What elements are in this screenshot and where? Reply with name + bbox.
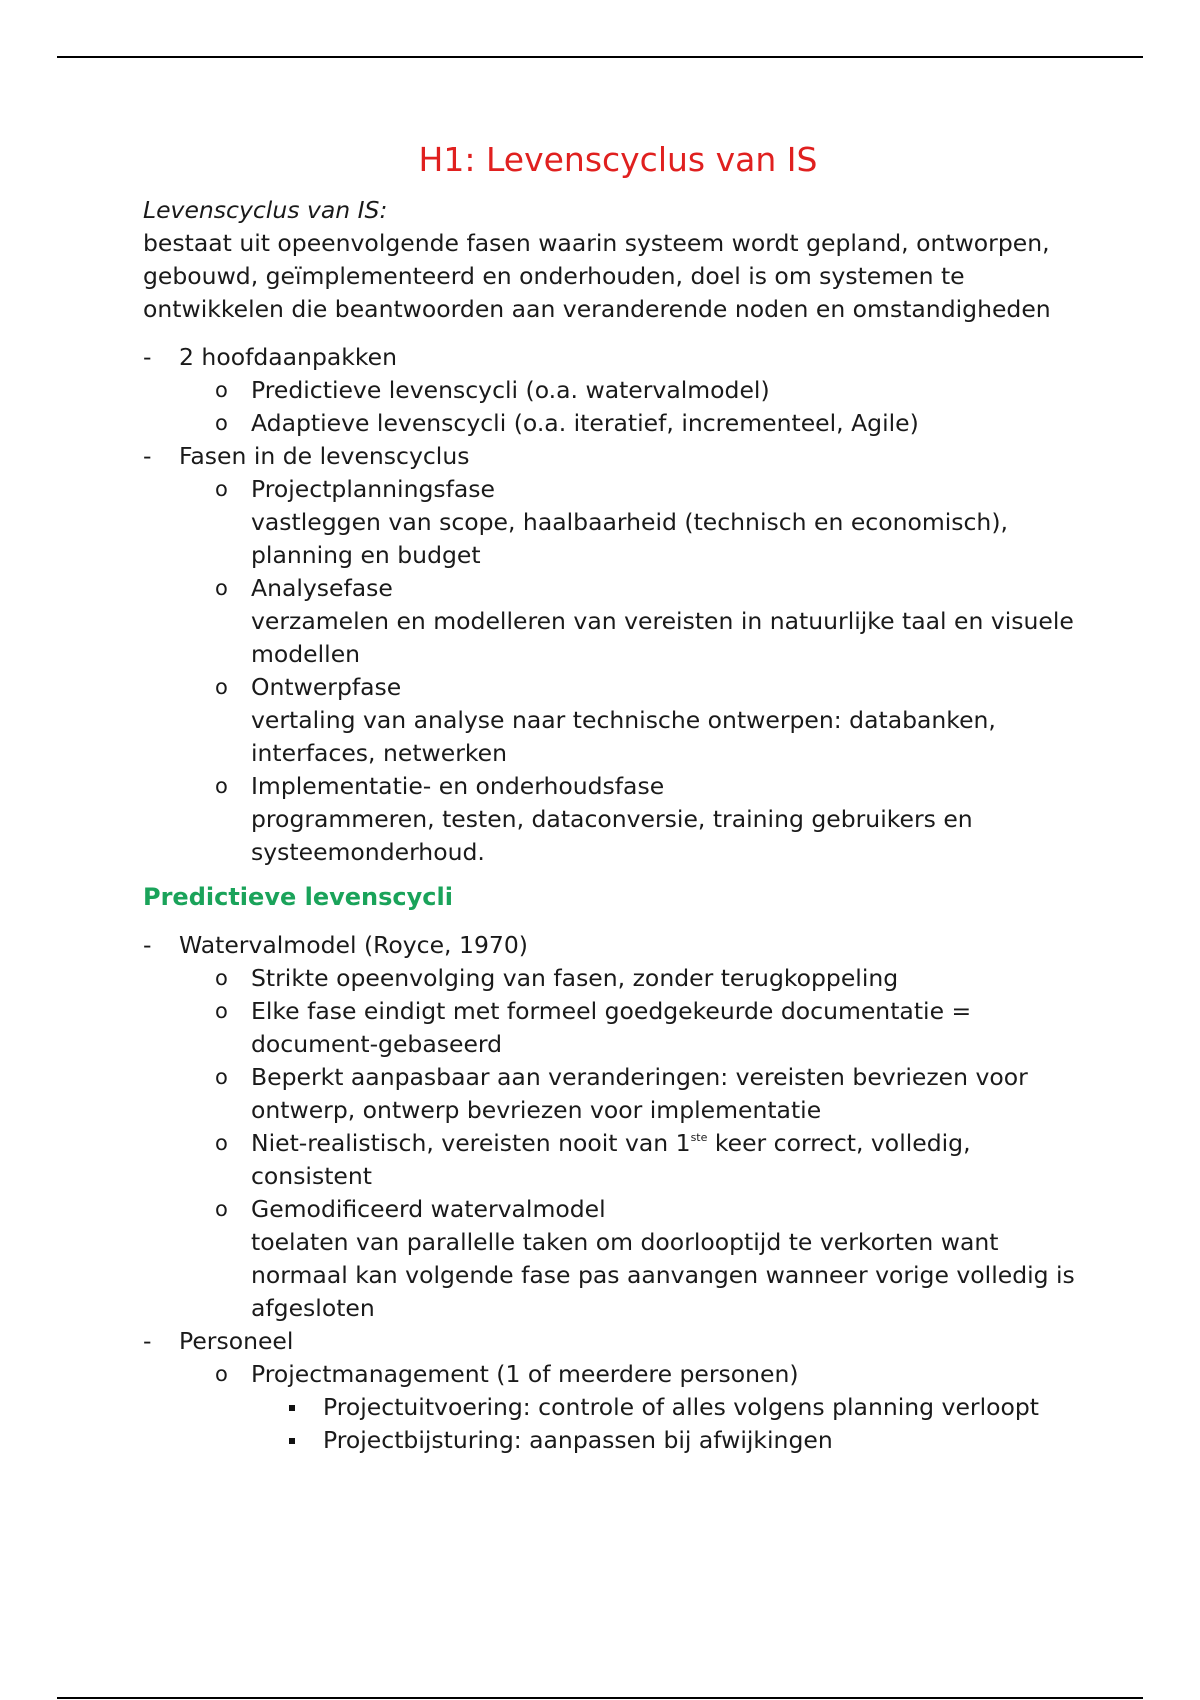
square-bullet bbox=[289, 1405, 295, 1411]
approaches-label: 2 hoofdaanpakken bbox=[179, 343, 398, 371]
list-item bbox=[215, 671, 1093, 770]
list-item: o Beperkt aanpasbaar aan veranderingen: vereisten bevriezen voor ontwerp, ontwerp bevriezen voor implementatie bbox=[215, 1063, 1028, 1124]
list-item: o Predictieve levenscycli (o.a. watervalmodel) bbox=[215, 374, 1093, 407]
waterfall-label: Watervalmodel (Royce, 1970) bbox=[179, 931, 528, 959]
circle-bullet: o bbox=[215, 999, 228, 1023]
overview-list bbox=[143, 341, 1093, 869]
unrealistic-text: Niet-realistisch, vereisten nooit van 1ste keer correct, volledig, consistent bbox=[251, 1129, 971, 1190]
intro-label: Levenscyclus van IS: bbox=[143, 196, 388, 224]
section-heading: Predictieve levenscycli bbox=[143, 883, 453, 911]
square-bullet bbox=[289, 1438, 295, 1444]
phase-title: Projectplanningsfase bbox=[251, 475, 495, 503]
personnel-label: Personeel bbox=[179, 1327, 294, 1355]
list-item: Projectbijsturing: aanpassen bij afwijkingen bbox=[287, 1424, 1093, 1457]
list-item bbox=[215, 473, 1093, 572]
list-item bbox=[215, 1358, 1093, 1457]
phase-title: Analysefase bbox=[251, 574, 393, 602]
dash-bullet: - bbox=[143, 442, 152, 470]
dash-bullet: - bbox=[143, 931, 152, 959]
bottom-rule bbox=[57, 1697, 1143, 1699]
list-item bbox=[215, 572, 1093, 671]
page-title: H1: Levenscyclus van IS bbox=[418, 140, 818, 179]
phase-desc: vastleggen van scope, haalbaarheid (technisch en economisch), planning en budget bbox=[251, 508, 1008, 569]
list-item: o Elke fase eindigt met formeel goedgekeurde documentatie = document-gebaseerd bbox=[215, 997, 972, 1058]
circle-bullet: o bbox=[215, 774, 228, 798]
circle-bullet: o bbox=[215, 1197, 228, 1221]
superscript: ste bbox=[690, 1131, 708, 1144]
circle-bullet: o bbox=[215, 378, 228, 402]
circle-bullet: o bbox=[215, 966, 228, 990]
list-item: o Adaptieve levenscycli (o.a. iteratief, incrementeel, Agile) bbox=[215, 407, 1093, 440]
top-rule bbox=[57, 56, 1143, 58]
list-item bbox=[143, 929, 1093, 1325]
circle-bullet: o bbox=[215, 477, 228, 501]
phase-title: Implementatie- en onderhoudsfase bbox=[251, 772, 665, 800]
intro-text: bestaat uit opeenvolgende fasen waarin systeem wordt gepland, ontworpen, gebouwd, geïmplementeerd en onderhouden, doel is om systemen te ontwikkelen die beantwoorden aan veranderende noden en omstandigheden bbox=[143, 229, 1051, 323]
modified-title: Gemodificeerd watervalmodel bbox=[251, 1195, 606, 1223]
circle-bullet: o bbox=[215, 1362, 228, 1386]
phase-desc: programmeren, testen, dataconversie, training gebruikers en systeemonderhoud. bbox=[251, 805, 973, 866]
list-item bbox=[143, 440, 1093, 869]
list-item: o Strikte opeenvolging van fasen, zonder terugkoppeling bbox=[215, 962, 1093, 995]
phase-title: Ontwerpfase bbox=[251, 673, 402, 701]
document-body bbox=[143, 138, 1093, 1457]
circle-bullet: o bbox=[215, 576, 228, 600]
pm-label: Projectmanagement (1 of meerdere personen) bbox=[251, 1360, 799, 1388]
list-item bbox=[143, 341, 1093, 440]
circle-bullet: o bbox=[215, 1065, 228, 1089]
list-item bbox=[143, 1325, 1093, 1457]
list-item bbox=[215, 1127, 1093, 1193]
list-item bbox=[215, 1193, 1093, 1325]
circle-bullet: o bbox=[215, 1131, 228, 1155]
predictive-list bbox=[143, 929, 1093, 1457]
phases-label: Fasen in de levenscyclus bbox=[179, 442, 470, 470]
circle-bullet: o bbox=[215, 675, 228, 699]
modified-desc: toelaten van parallelle taken om doorlooptijd te verkorten want normaal kan volgende fase pas aanvangen wanneer vorige volledig is afgesloten bbox=[251, 1228, 1075, 1322]
circle-bullet: o bbox=[215, 411, 228, 435]
phase-desc: vertaling van analyse naar technische ontwerpen: databanken, interfaces, netwerken bbox=[251, 706, 996, 767]
list-item: Projectuitvoering: controle of alles volgens planning verloopt bbox=[287, 1391, 1093, 1424]
dash-bullet: - bbox=[143, 343, 152, 371]
dash-bullet: - bbox=[143, 1327, 152, 1355]
list-item bbox=[215, 770, 1093, 869]
phase-desc: verzamelen en modelleren van vereisten in natuurlijke taal en visuele modellen bbox=[251, 607, 1074, 668]
